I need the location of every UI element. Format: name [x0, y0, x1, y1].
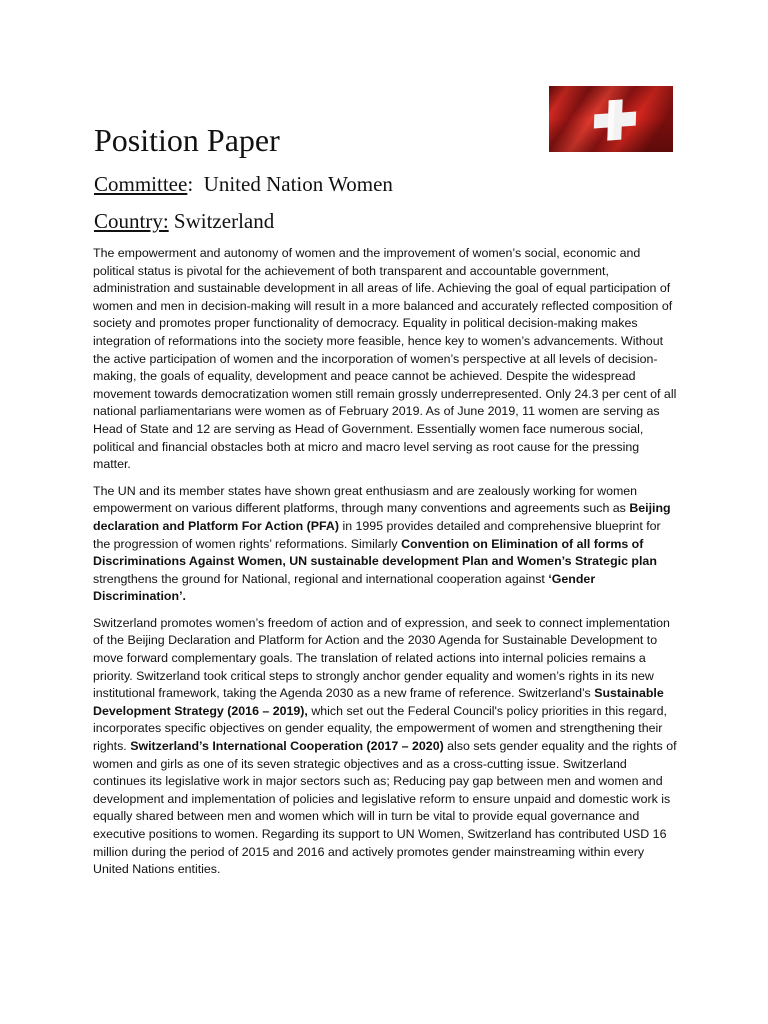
paragraph-un-efforts — [93, 483, 677, 606]
country-line — [94, 208, 274, 234]
country-value: Switzerland — [173, 209, 275, 233]
paragraph-switzerland — [93, 615, 677, 879]
bold-text-run: Beijing declaration and Platform For Action (PFA) — [93, 501, 671, 533]
paragraph-intro — [93, 245, 677, 474]
text-run: The UN and its member states have shown great enthusiasm and are zealously working for women empowerment on various different platforms, through many conventions and agreements such as — [93, 483, 638, 516]
bold-text-run: Switzerland’s International Cooperation (2017 – 2020) — [130, 739, 444, 754]
text-run: which set out the Federal Council's policy priorities in this regard, incorporates specific objectives on gender equality, the empowerment of women and strengthening their rights. — [93, 703, 667, 754]
swiss-flag-icon — [549, 86, 673, 152]
committee-label: Committee — [94, 172, 188, 196]
text-run: in 1995 provides detailed and comprehensive blueprint for the progression of women rights’ reformations. Similarly — [93, 518, 661, 551]
country-label: Country: — [94, 209, 169, 233]
text-run: also sets gender equality and the rights of women and girls as one of its seven strategic objectives and as a cross-cutting issue. Switzerland continues its legislative work in major sectors such as; Reducing pay gap between men and women and development and implementation of policies and legislative reform to ensure unpaid and domestic work is equally shared between men and women which will in turn be vital to provide equal governance and executive positions to women. Regarding its support to UN Women, Switzerland has contributed USD 16 million during the period of 2015 and 2016 and actively promotes gender mainstreaming within every United Nations entities. — [93, 739, 677, 877]
page-title: Position Paper — [94, 122, 280, 158]
body-text — [93, 245, 677, 888]
text-run: strengthens the ground for National, regional and international cooperation against — [93, 571, 549, 586]
committee-line: Committee: United Nation Women — [94, 172, 393, 196]
bold-text-run: Convention on Elimination of all forms of Discriminations Against Women, UN sustainable development Plan and Women’s Strategic plan — [93, 536, 657, 569]
text-run: Switzerland promotes women’s freedom of action and of expression, and seek to connect implementation of the Beijing Declaration and Platform for Action and the 2030 Agenda for Sustainable Development to move forward complementary goals. The translation of related actions into internal policies remains a priority. Switzerland took critical steps to strongly anchor gender equality and women’s rights in its new institutional framework, taking the Agenda 2030 as a new frame of reference. Switzerland’s — [93, 615, 670, 701]
text-run: The empowerment and autonomy of women and the improvement of women’s social, economic and political status is pivotal for the achievement of both transparent and accountable government, administration and sustainable development in all areas of life. Achieving the goal of equal participation of women and men in decision-making will result in a more balanced and accurately reflected composition of society and promotes proper functionality of democracy. Equality in political decision-making makes integration of reformations into the society more feasible, hence key to women’s advancements. Without the active participation of women and the incorporation of women’s perspective at all levels of decision-making, the goals of equality, development and peace cannot be achieved. Despite the widespread movement towards democratization women still remain grossly underrepresented. Only 24.3 per cent of all national parliamentarians were women as of February 2019. As of June 2019, 11 women are serving as Head of State and 12 are serving as Head of Government. Essentially women face numerous social, political and financial obstacles both at micro and macro level serving as root cause for the pressing matter. — [93, 246, 677, 472]
bold-text-run: ‘Gender Discrimination’. — [93, 571, 596, 604]
bold-text-run: Sustainable Development Strategy (2016 – 2019), — [93, 686, 664, 718]
committee-value: United Nation Women — [203, 172, 393, 196]
